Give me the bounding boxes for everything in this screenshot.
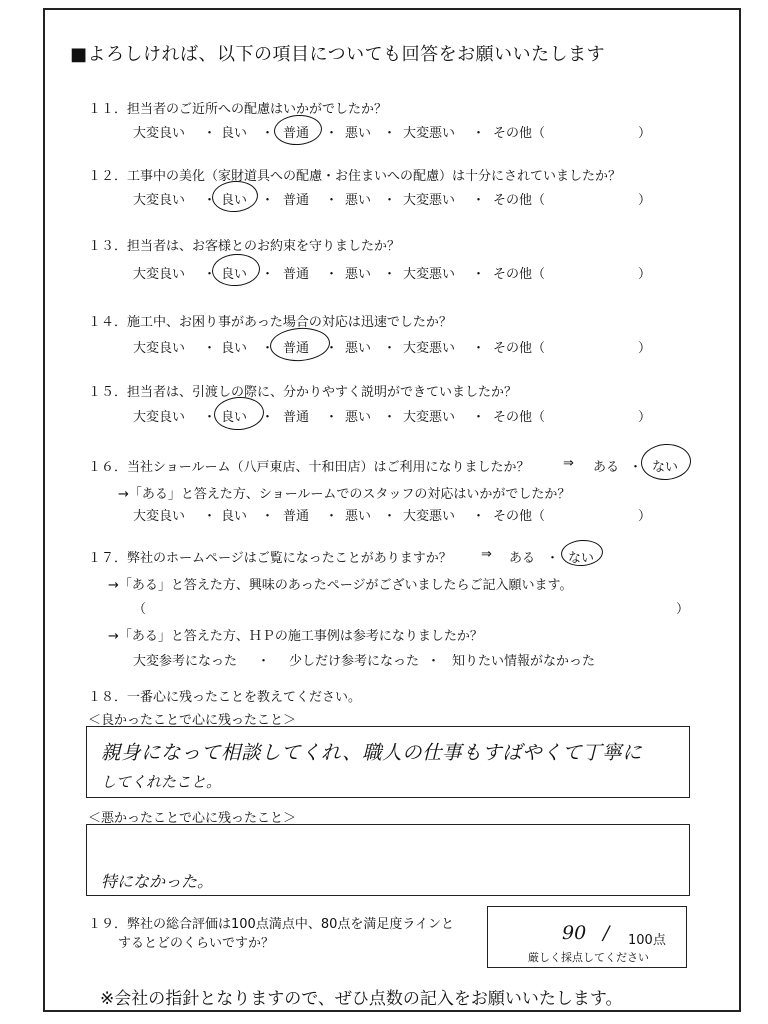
option-good[interactable]: 良い — [221, 410, 248, 425]
question-17: １７．弊社のホームページはご覧になったことがありますか？ — [88, 551, 452, 566]
separator: ・ — [203, 126, 217, 141]
separator: ・ — [261, 193, 275, 208]
separator: ・ — [472, 126, 486, 141]
q17-free-text-field[interactable] — [150, 597, 670, 615]
option-other-close: ） — [638, 341, 652, 356]
separator: ・ — [546, 551, 560, 566]
question-11: １１．担当者のご近所への配慮はいかがでしたか？ — [88, 102, 388, 117]
option-bad[interactable]: 悪い — [345, 126, 372, 141]
option-very-bad[interactable]: 大変悪い — [403, 267, 456, 282]
score-note: 厳しく採点してください — [528, 951, 649, 964]
separator: ・ — [257, 654, 271, 669]
option-normal[interactable]: 普通 — [283, 341, 310, 356]
q17-option-slightly-helpful[interactable]: 少しだけ参考になった — [289, 654, 420, 669]
q17-option-yes[interactable]: ある — [509, 551, 536, 566]
separator: ・ — [383, 509, 397, 524]
option-bad[interactable]: 悪い — [345, 267, 372, 282]
separator: ・ — [325, 341, 339, 356]
separator: ・ — [261, 126, 275, 141]
option-very-good[interactable]: 大変良い — [133, 341, 186, 356]
score-max-label: 100点 — [628, 933, 666, 948]
option-good[interactable]: 良い — [221, 509, 248, 524]
separator: ・ — [261, 410, 275, 425]
question-19-line-1: １９．弊社の総合評価は100点満点中、80点を満足度ラインと — [88, 917, 454, 932]
option-very-good[interactable]: 大変良い — [133, 126, 186, 141]
separator: ・ — [629, 460, 643, 475]
option-very-good[interactable]: 大変良い — [133, 267, 186, 282]
option-other-close: ） — [638, 126, 652, 141]
option-other-close: ） — [638, 509, 652, 524]
option-very-good[interactable]: 大変良い — [133, 509, 186, 524]
handwritten-bad-answer: 特になかった。 — [101, 872, 214, 891]
question-13: １３．担当者は、お客様とのお約束を守りましたか？ — [88, 239, 401, 254]
q16-option-yes[interactable]: ある — [593, 460, 620, 475]
separator: ・ — [472, 509, 486, 524]
option-normal[interactable]: 普通 — [283, 410, 310, 425]
q17-followup-1: →「ある」と答えた方、興味のあったページがございましたらご記入願います。 — [108, 578, 573, 593]
separator: ・ — [472, 341, 486, 356]
good-memory-label: ＜良かったことで心に残ったこと＞ — [88, 713, 297, 728]
option-very-bad[interactable]: 大変悪い — [403, 126, 456, 141]
q17-option-very-helpful[interactable]: 大変参考になった — [133, 654, 238, 669]
separator: ・ — [383, 193, 397, 208]
option-bad[interactable]: 悪い — [345, 509, 372, 524]
option-very-good[interactable]: 大変良い — [133, 410, 186, 425]
handwritten-score: 90 — [562, 922, 587, 944]
option-very-bad[interactable]: 大変悪い — [403, 509, 456, 524]
question-19-line-2: するとどのくらいですか？ — [118, 936, 275, 951]
option-other[interactable]: その他（ — [493, 193, 546, 208]
separator: ・ — [383, 126, 397, 141]
q17-option-not-helpful[interactable]: 知りたい情報がなかった — [452, 654, 596, 669]
arrow-icon: ⇒ — [563, 456, 574, 471]
option-bad[interactable]: 悪い — [345, 341, 372, 356]
separator: ・ — [325, 410, 339, 425]
option-very-bad[interactable]: 大変悪い — [403, 193, 456, 208]
separator: ・ — [472, 267, 486, 282]
separator: ・ — [325, 193, 339, 208]
option-normal[interactable]: 普通 — [283, 126, 310, 141]
option-other[interactable]: その他（ — [493, 509, 546, 524]
option-good[interactable]: 良い — [221, 341, 248, 356]
bad-memory-textbox[interactable] — [86, 824, 690, 896]
score-box[interactable] — [487, 906, 687, 968]
option-bad[interactable]: 悪い — [345, 193, 372, 208]
option-good[interactable]: 良い — [221, 267, 248, 282]
option-other[interactable]: その他（ — [493, 126, 546, 141]
option-other[interactable]: その他（ — [493, 267, 546, 282]
option-normal[interactable]: 普通 — [283, 509, 310, 524]
question-14: １４．施工中、お困り事があった場合の対応は迅速でしたか？ — [88, 315, 452, 330]
option-other[interactable]: その他（ — [493, 341, 546, 356]
handwritten-good-answer-line-2: してくれたこと。 — [101, 773, 222, 791]
separator: ・ — [383, 410, 397, 425]
separator: ・ — [383, 341, 397, 356]
option-good[interactable]: 良い — [221, 126, 248, 141]
separator: ・ — [325, 267, 339, 282]
option-very-bad[interactable]: 大変悪い — [403, 341, 456, 356]
option-normal[interactable]: 普通 — [283, 267, 310, 282]
separator: ・ — [203, 267, 217, 282]
separator: ・ — [261, 267, 275, 282]
separator: ・ — [203, 193, 217, 208]
option-very-good[interactable]: 大変良い — [133, 193, 186, 208]
bad-memory-label: ＜悪かったことで心に残ったこと＞ — [88, 811, 297, 826]
arrow-icon: ⇒ — [481, 547, 492, 562]
separator: ・ — [472, 410, 486, 425]
question-18: １８．一番心に残ったことを教えてください。 — [88, 690, 362, 705]
footer-note: ※会社の指針となりますので、ぜひ点数の記入をお願いいたします。 — [100, 989, 623, 1009]
question-16: １６．当社ショールーム（八戸東店、十和田店）はご利用になりましたか？ — [88, 460, 530, 475]
q17-open-paren: （ — [133, 602, 147, 617]
separator: ・ — [472, 193, 486, 208]
separator: ・ — [203, 341, 217, 356]
separator: ・ — [427, 654, 441, 669]
q16-option-no[interactable]: ない — [652, 460, 679, 475]
q17-followup-2: →「ある」と答えた方、ＨＰの施工事例は参考になりましたか？ — [108, 629, 483, 644]
option-good[interactable]: 良い — [221, 193, 248, 208]
separator: ・ — [383, 267, 397, 282]
option-other-close: ） — [638, 410, 652, 425]
separator: ・ — [261, 509, 275, 524]
option-bad[interactable]: 悪い — [345, 410, 372, 425]
separator: ・ — [261, 341, 275, 356]
question-15: １５．担当者は、引渡しの際に、分かりやすく説明ができていましたか？ — [88, 385, 518, 400]
question-12: １２．工事中の美化（家財道具への配慮・お住まいへの配慮）は十分にされていましたか？ — [88, 169, 622, 184]
option-other-close: ） — [638, 193, 652, 208]
q16-followup: →「ある」と答えた方、ショールームでのスタッフの対応はいかがでしたか？ — [118, 487, 571, 502]
option-very-bad[interactable]: 大変悪い — [403, 410, 456, 425]
handwritten-good-answer-line-1: 親身になって相談してくれ、職人の仕事もすばやくて丁寧に — [101, 741, 643, 764]
score-slash: / — [603, 922, 610, 944]
good-memory-textbox[interactable] — [86, 726, 690, 798]
separator: ・ — [325, 126, 339, 141]
page-title: ■よろしければ、以下の項目についても回答をお願いいたします — [70, 44, 606, 65]
option-other[interactable]: その他（ — [493, 410, 546, 425]
option-normal[interactable]: 普通 — [283, 193, 310, 208]
option-other-close: ） — [638, 267, 652, 282]
separator: ・ — [203, 410, 217, 425]
separator: ・ — [325, 509, 339, 524]
separator: ・ — [203, 509, 217, 524]
q17-close-paren: ） — [676, 602, 690, 617]
q17-option-no[interactable]: ない — [568, 551, 595, 566]
